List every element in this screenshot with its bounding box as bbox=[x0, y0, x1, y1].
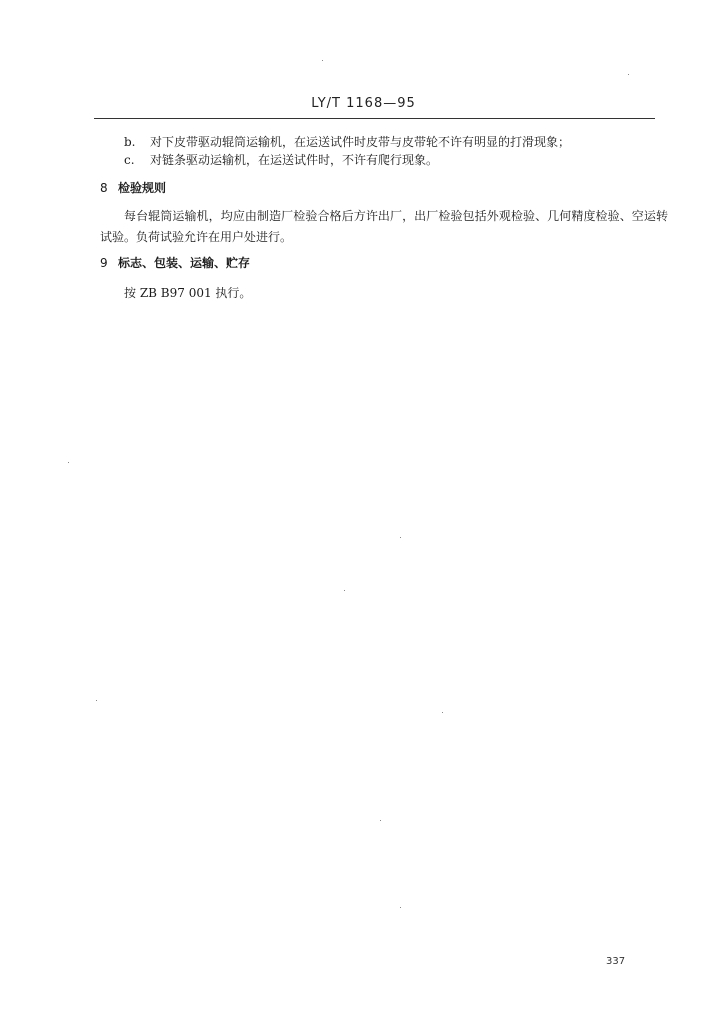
section-heading-9 bbox=[100, 255, 250, 271]
scan-speck bbox=[400, 537, 401, 538]
list-text-b: 对下皮带驱动辊筒运输机，在运送试件时皮带与皮带轮不许有明显的打滑现象； bbox=[150, 135, 571, 149]
list-text-c: 对链条驱动运输机，在运送试件时，不许有爬行现象。 bbox=[150, 153, 439, 167]
standard-code-header: LY/T 1168—95 bbox=[311, 96, 416, 111]
scan-speck bbox=[344, 590, 345, 591]
list-marker-b: b. bbox=[124, 135, 136, 149]
scan-speck bbox=[68, 462, 69, 463]
list-marker-c: c. bbox=[124, 153, 135, 167]
scan-speck bbox=[380, 820, 381, 821]
header-divider bbox=[94, 118, 655, 119]
section-title-9: 标志、包装、运输、贮存 bbox=[118, 256, 251, 270]
page-number: 337 bbox=[606, 956, 626, 967]
section-number-9: 9 bbox=[100, 256, 108, 270]
section-title-8: 检验规则 bbox=[118, 181, 167, 195]
scan-speck bbox=[628, 74, 629, 75]
list-item-c bbox=[124, 152, 438, 168]
section-number-8: 8 bbox=[100, 181, 108, 195]
section-body-9: 按 ZB B97 001 执行。 bbox=[124, 286, 252, 300]
section-body-8: 每台辊筒运输机，均应由制造厂检验合格后方许出厂，出厂检验包括外观检验、几何精度检验、空运转试验。负荷试验允许在用户处进行。 bbox=[100, 209, 668, 244]
scan-speck bbox=[400, 907, 401, 908]
scan-speck bbox=[96, 700, 97, 701]
scan-speck bbox=[322, 60, 323, 61]
list-item-b bbox=[124, 134, 570, 150]
section-heading-8 bbox=[100, 180, 166, 196]
scan-speck bbox=[442, 712, 443, 713]
